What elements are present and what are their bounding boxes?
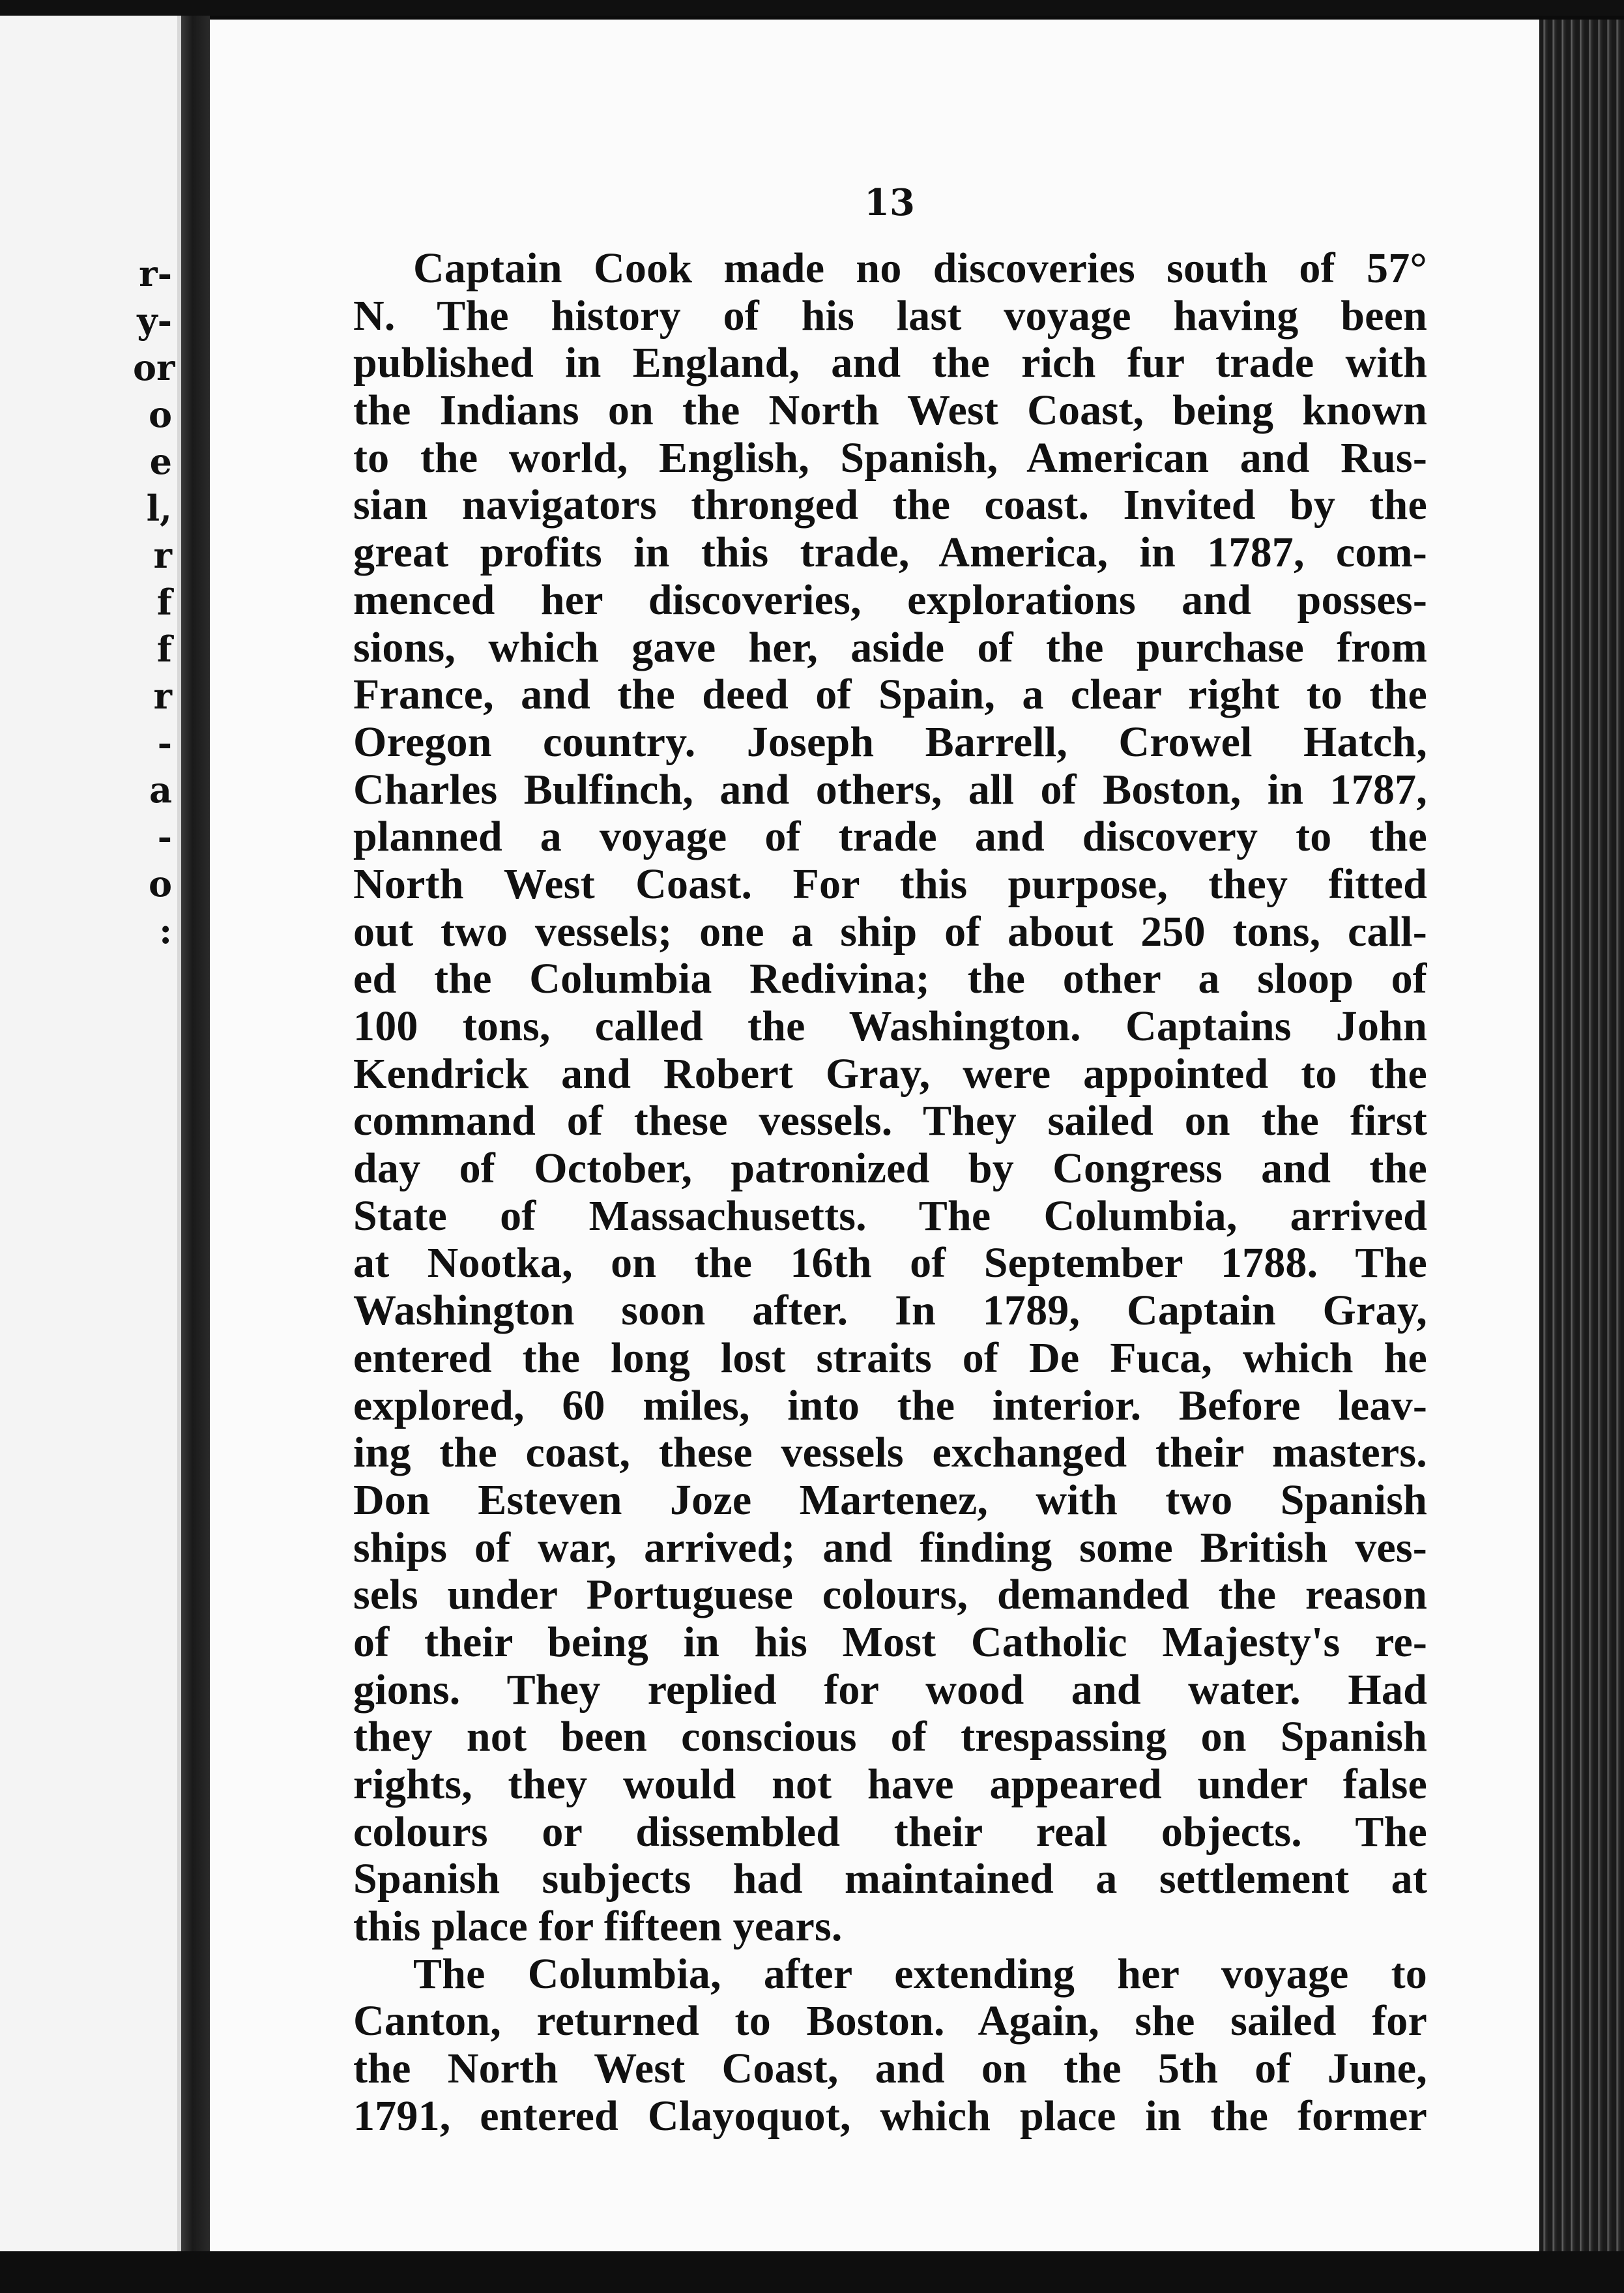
text-line: Washington soon after. In 1789, Captain Gray,	[353, 1287, 1427, 1335]
adjacent-left-page	[0, 16, 181, 2254]
text-line: to the world, English, Spanish, American and Rus-	[353, 434, 1427, 482]
left-fragment: e	[149, 441, 172, 482]
page-edges-stack	[1539, 20, 1624, 2255]
text-line: North West Coast. For this purpose, they fitted	[353, 860, 1427, 908]
left-fragment: o	[148, 863, 172, 905]
text-line: ed the Columbia Redivina; the other a sloop of	[353, 956, 1427, 1003]
text-line: the North West Coast, and on the 5th of June,	[353, 2045, 1427, 2093]
left-fragment: or	[133, 347, 175, 388]
text-line: ships of war, arrived; and finding some British ves-	[353, 1524, 1427, 1571]
left-fragment: f	[156, 628, 172, 670]
text-line: planned a voyage of trade and discovery to the	[353, 813, 1427, 861]
text-line: Kendrick and Robert Gray, were appointed to the	[353, 1050, 1427, 1098]
text-line: Canton, returned to Boston. Again, she sailed for	[353, 1998, 1427, 2045]
scan-bottom-border	[0, 2251, 1624, 2293]
page-number: 13	[864, 181, 915, 224]
text-line: rights, they would not have appeared under false	[353, 1761, 1427, 1808]
text-line: of their being in his Most Catholic Majesty's re-	[353, 1618, 1427, 1666]
left-fragment: l,	[146, 488, 172, 529]
text-line: sions, which gave her, aside of the purchase from	[353, 624, 1427, 671]
left-fragment: a	[149, 769, 172, 811]
text-line: The Columbia, after extending her voyage to	[413, 1950, 1427, 1998]
text-line: the Indians on the North West Coast, being known	[353, 387, 1427, 435]
left-fragment: -	[157, 816, 172, 858]
text-line: Charles Bulfinch, and others, all of Boston, in 1787,	[353, 766, 1427, 813]
left-page-text-fragments	[133, 250, 175, 954]
text-line: great profits in this trade, America, in 1787, com-	[353, 529, 1427, 577]
text-line: sels under Portuguese colours, demanded the reason	[353, 1571, 1427, 1619]
text-line: published in England, and the rich fur trade with	[353, 340, 1427, 387]
left-fragment: f	[156, 581, 172, 623]
text-line: N. The history of his last voyage having been	[353, 292, 1427, 340]
text-line: command of these vessels. They sailed on the first	[353, 1098, 1427, 1145]
text-line: France, and the deed of Spain, a clear right to the	[353, 671, 1427, 719]
text-line: explored, 60 miles, into the interior. Before leav-	[353, 1382, 1427, 1429]
text-line: State of Massachusetts. The Columbia, arrived	[353, 1192, 1427, 1240]
left-fragment: r-	[139, 253, 172, 295]
text-line: Don Esteven Joze Martenez, with two Spanish	[353, 1476, 1427, 1524]
text-line: gions. They replied for wood and water. Had	[353, 1666, 1427, 1714]
text-line: at Nootka, on the 16th of September 1788. The	[353, 1240, 1427, 1287]
left-fragment: -	[157, 722, 172, 764]
text-line: sian navigators thronged the coast. Invited by the	[353, 482, 1427, 529]
text-line: out two vessels; one a ship of about 250 tons, call-	[353, 908, 1427, 956]
left-fragment: r	[153, 675, 172, 717]
left-fragment: y-	[137, 300, 172, 342]
text-line: Oregon country. Joseph Barrell, Crowel Hatch,	[353, 718, 1427, 766]
text-line: 100 tons, called the Washington. Captains John	[353, 1003, 1427, 1050]
text-line: Captain Cook made no discoveries south of 57°	[413, 245, 1427, 292]
text-line: colours or dissembled their real objects. The	[353, 1808, 1427, 1856]
left-fragment: :	[159, 910, 172, 952]
left-fragment: r	[153, 534, 172, 576]
text-line: ing the coast, these vessels exchanged their masters.	[353, 1429, 1427, 1477]
text-line: menced her discoveries, explorations and posses-	[353, 576, 1427, 624]
scan-top-border	[0, 0, 1624, 16]
text-line: entered the long lost straits of De Fuca, which he	[353, 1334, 1427, 1382]
body-text	[353, 245, 1427, 2140]
text-line: 1791, entered Clayoquot, which place in the former	[353, 2092, 1427, 2140]
book-gutter	[181, 16, 210, 2254]
text-line: they not been conscious of trespassing on Spanish	[353, 1714, 1427, 1761]
text-line: Spanish subjects had maintained a settlement at	[353, 1856, 1427, 1903]
left-fragment: o	[148, 394, 172, 435]
text-line: day of October, patronized by Congress and the	[353, 1145, 1427, 1193]
text-line: this place for fifteen years.	[353, 1903, 843, 1951]
